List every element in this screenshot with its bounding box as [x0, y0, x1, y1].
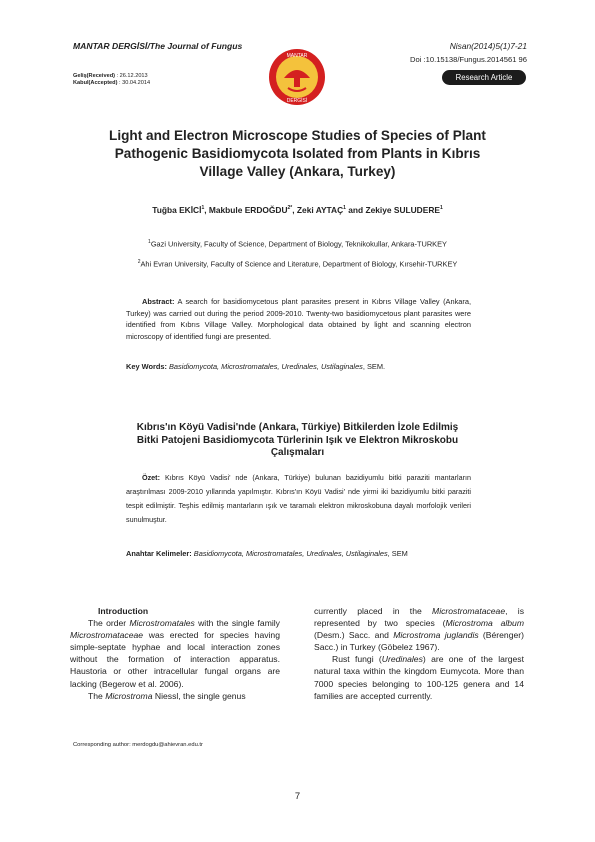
logo-text-bottom: DERGİSİ	[286, 98, 308, 104]
received-date: : 26.12.2013	[116, 73, 148, 79]
abstract-text: A search for basidiomycetous plant parasites present in Kıbrıs Village Valley (Ankara, Turkey) was carried out during the period 2009-2010. Twenty-two basidiomycetous plant parasites were identified from Kıbrıs Village Valley. Morphological data obtained by light and scanning electron microscopy of identified fungi are presented.	[126, 297, 472, 341]
paragraph: The Microstroma Niessl, the single genus	[88, 690, 246, 701]
tr-title-line: Çalışmaları	[270, 447, 325, 458]
page-number: 7	[294, 791, 301, 802]
tr-title-line: Kıbrıs'ın Köyü Vadisi'nde (Ankara, Türkiye) Bitkilerden İzole Edilmiş	[136, 422, 459, 433]
keywords-label: Key Words:	[126, 362, 167, 371]
received-label: Geliş(Received)	[73, 73, 115, 79]
keywords-tail: , SEM.	[362, 362, 386, 371]
aff-text: Ahi Evran University, Faculty of Science and Literature, Department of Biology, Kırsehir-TURKEY	[140, 259, 458, 269]
turkish-title	[60, 422, 535, 460]
aff-text: Gazi University, Faculty of Science, Department of Biology, Teknikokullar, Ankara-TURKEY	[150, 239, 447, 249]
author-sup: 1	[439, 205, 443, 212]
section-heading: Introduction	[98, 606, 149, 616]
author: Makbule ERDOĞDU	[208, 205, 288, 215]
affiliation-2	[60, 259, 535, 268]
accepted-label: Kabul(Accepted)	[73, 80, 118, 86]
journal-logo-icon	[268, 48, 326, 106]
abstract	[126, 296, 471, 342]
aff-sup: 2	[137, 259, 141, 265]
anahtar-terms: Basidiomycota, Microstromatales, Uredinales, Ustilaginales	[193, 549, 388, 558]
ozet-label: Özet:	[142, 473, 160, 482]
author-conjunction: and	[348, 205, 364, 215]
keywords	[126, 362, 471, 371]
anahtar-tail: , SEM	[387, 549, 408, 558]
author: Tuğba EKİCİ	[152, 205, 202, 215]
author: Zekiye SULUDERE	[365, 205, 440, 215]
turkish-abstract	[126, 471, 471, 527]
logo-text-top: MANTAR	[286, 53, 308, 59]
author-sup: 1	[343, 205, 346, 212]
paragraph: Rust fungi (Uredinales) are one of the largest natural taxa within the kingdom Eumycota. More than 7000 species belonging to 100-125 genera and 14 families are accepted currently.	[314, 654, 524, 701]
article-title	[60, 127, 535, 181]
anahtar-label: Anahtar Kelimeler:	[126, 549, 192, 558]
author: Zeki AYTAÇ	[296, 205, 344, 215]
article-type-badge: Research Article	[442, 70, 526, 85]
paragraph: The order Microstromatales with the single family Microstromataceae was erected for species having simple-septate hyphae and local interaction zones without the formation of interaction apparatus. Haustoria or other intracellular fungal organs are lacking (Begerow et al. 2006).	[70, 618, 280, 689]
author-sup: 2*	[287, 205, 293, 212]
accepted-date: : 30.04.2014	[119, 80, 151, 86]
issue-info: Nisan(2014)5(1)7-21	[449, 41, 527, 51]
keywords-terms: Basidiomycota, Microstromatales, Uredinales, Ustilaginales	[169, 362, 363, 371]
turkish-keywords	[126, 549, 471, 558]
tr-title-line: Bitki Patojeni Basidiomycota Türlerinin Işık ve Elektron Mikroskobu	[136, 434, 459, 446]
ozet-text: Kıbrıs Köyü Vadisi' nde (Ankara, Türkiye) bulunan bazidiyumlu bitki paraziti mantarların araştırılması 2009-2010 yıllarında yapılmıştır. Kıbrıs'ın Köyü Vadisi' nde yirmi iki bazidiyumlu bitki paraziti tespit edilmiştir. Teşhis edilmiş mantarların ışık ve taramalı elektron mikroskobuna dayalı morfolojik verileri sunulmuştur.	[126, 473, 471, 524]
title-line: Village Valley (Ankara, Turkey)	[199, 164, 396, 179]
abstract-label: Abstract:	[142, 297, 175, 306]
journal-name: MANTAR DERGİSİ/The Journal of Fungus	[73, 41, 243, 51]
author-sup: 1	[201, 205, 205, 212]
body-column-right	[314, 605, 524, 702]
paragraph: currently placed in the Microstromataceae, is represented by two species (Microstroma album (Desm.) Sacc. and Microstroma juglandis (Bérenger) Sacc.) in Turkey (Göbelez 1967).	[314, 606, 525, 653]
author-list: Tuğba EKİCİ$^1$, Makbule $ERDOĞDU^{2*}$, Zeki AYTAÇ$^1$ and Zekiye SULUDERE$^1$	[152, 205, 443, 215]
title-line: Light and Electron Microscope Studies of Species of Plant	[109, 128, 486, 143]
title-line: Pathogenic Basidiomycota Isolated from Plants in Kıbrıs	[114, 146, 481, 161]
affiliation-1	[60, 239, 535, 248]
corresponding-author: Corresponding author: merdogdu@ahievran.edu.tr	[73, 742, 203, 748]
body-column-left	[70, 605, 280, 702]
submission-dates	[73, 73, 150, 87]
doi: Doi :10.15138/Fungus.2014561 96	[410, 55, 527, 64]
aff-sup: 1	[148, 239, 151, 245]
